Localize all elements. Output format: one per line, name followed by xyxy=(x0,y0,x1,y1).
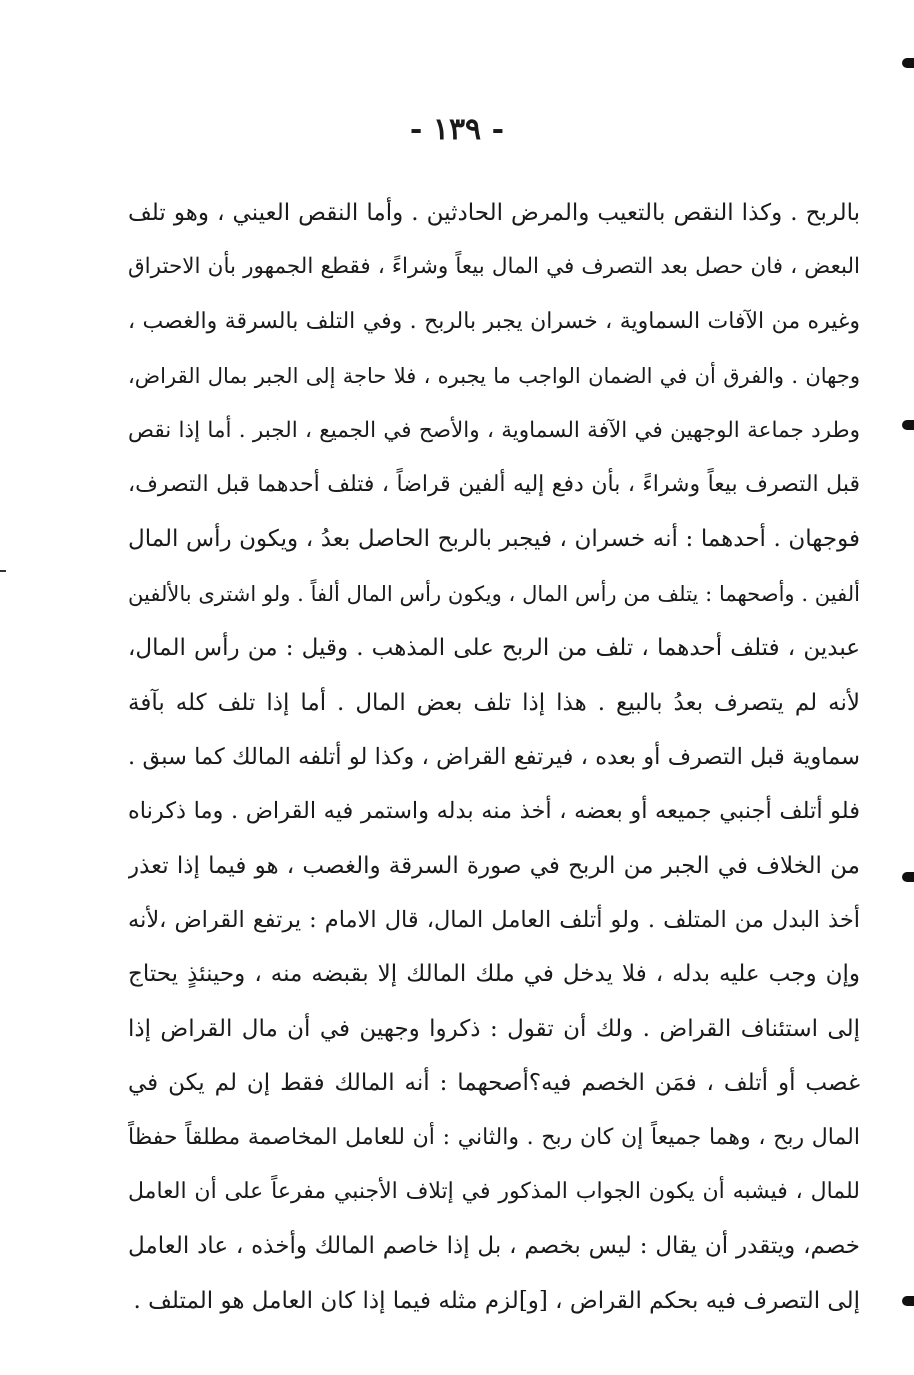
page-number: - ١٣٩ - xyxy=(409,112,505,147)
text-line: فلو أتلف أجنبي جميعه أو بعضه ، أخذ منه بدله واستمر فيه القراض . وما ذكرناه xyxy=(128,798,860,825)
text-line: ألفين . وأصحهما : يتلف من رأس المال ، ويكون رأس المال ألفاً . ولو اشترى بالألفين xyxy=(128,581,860,606)
scan-side-tick xyxy=(0,570,6,572)
text-line: وغيره من الآفات السماوية ، خسران يجبر بالربح . وفي التلف بالسرقة والغصب ، xyxy=(128,308,860,334)
text-line: إلى استئناف القراض . ولك أن تقول : ذكروا وجهين في أن مال القراض إذا xyxy=(128,1015,860,1042)
scan-edge-mark xyxy=(902,58,914,68)
scan-edge-mark xyxy=(902,872,914,882)
text-line: سماوية قبل التصرف أو بعده ، فيرتفع القراض ، وكذا لو أتلفه المالك كما سبق . xyxy=(128,743,860,770)
text-line: خصم، ويتقدر أن يقال : ليس بخصم ، بل إذا خاصم المالك وأخذه ، عاد العامل xyxy=(128,1233,860,1260)
text-line: بالربح . وكذا النقص بالتعيب والمرض الحادثين . وأما النقص العيني ، وهو تلف xyxy=(128,200,860,226)
text-line: غصب أو أتلف ، فمَن الخصم فيه؟أصحهما : أنه المالك فقط إن لم يكن في xyxy=(128,1070,860,1097)
text-line: للمال ، فيشبه أن يكون الجواب المذكور في إتلاف الأجنبي مفرعاً على أن العامل xyxy=(128,1179,860,1205)
text-line: البعض ، فان حصل بعد التصرف في المال بيعاً وشراءً ، فقطع الجمهور بأن الاحتراق xyxy=(128,254,860,280)
text-line: وجهان . والفرق أن في الضمان الواجب ما يجبره ، فلا حاجة إلى الجبر بمال القراض، xyxy=(128,364,860,389)
text-line: قبل التصرف بيعاً وشراءً ، بأن دفع إليه ألفين قراضاً ، فتلف أحدهما قبل التصرف، xyxy=(128,471,860,497)
text-line: فوجهان . أحدهما : أنه خسران ، فيجبر بالربح الحاصل بعدُ ، ويكون رأس المال xyxy=(128,526,860,553)
scan-edge-mark xyxy=(902,1296,914,1306)
text-line: لأنه لم يتصرف بعدُ بالبيع . هذا إذا تلف بعض المال . أما إذا تلف كله بآفة xyxy=(128,689,860,716)
text-line-last: إلى التصرف فيه بحكم القراض ، [و]لزم مثله فيما إذا كان العامل هو المتلف . xyxy=(133,1287,860,1314)
text-line: من الخلاف في الجبر من الربح في صورة السرقة والغصب ، هو فيما إذا تعذر xyxy=(128,852,860,879)
text-line: وطرد جماعة الوجهين في الآفة السماوية ، والأصح في الجميع ، الجبر . أما إذا نقص xyxy=(128,417,860,443)
text-line: أخذ البدل من المتلف . ولو أتلف العامل المال، قال الامام : يرتفع القراض ،لأنه xyxy=(128,907,860,934)
text-line: المال ربح ، وهما جميعاً إن كان ربح . والثاني : أن للعامل المخاصمة مطلقاً حفظاً xyxy=(128,1124,860,1150)
body-text xyxy=(128,186,860,1328)
text-line: وإن وجب عليه بدله ، فلا يدخل في ملك المالك إلا بقبضه منه ، وحينئذٍ يحتاج xyxy=(128,961,860,988)
scan-edge-mark xyxy=(902,420,914,430)
text-line: عبدين ، فتلف أحدهما ، تلف من الربح على المذهب . وقيل : من رأس المال، xyxy=(128,635,860,662)
